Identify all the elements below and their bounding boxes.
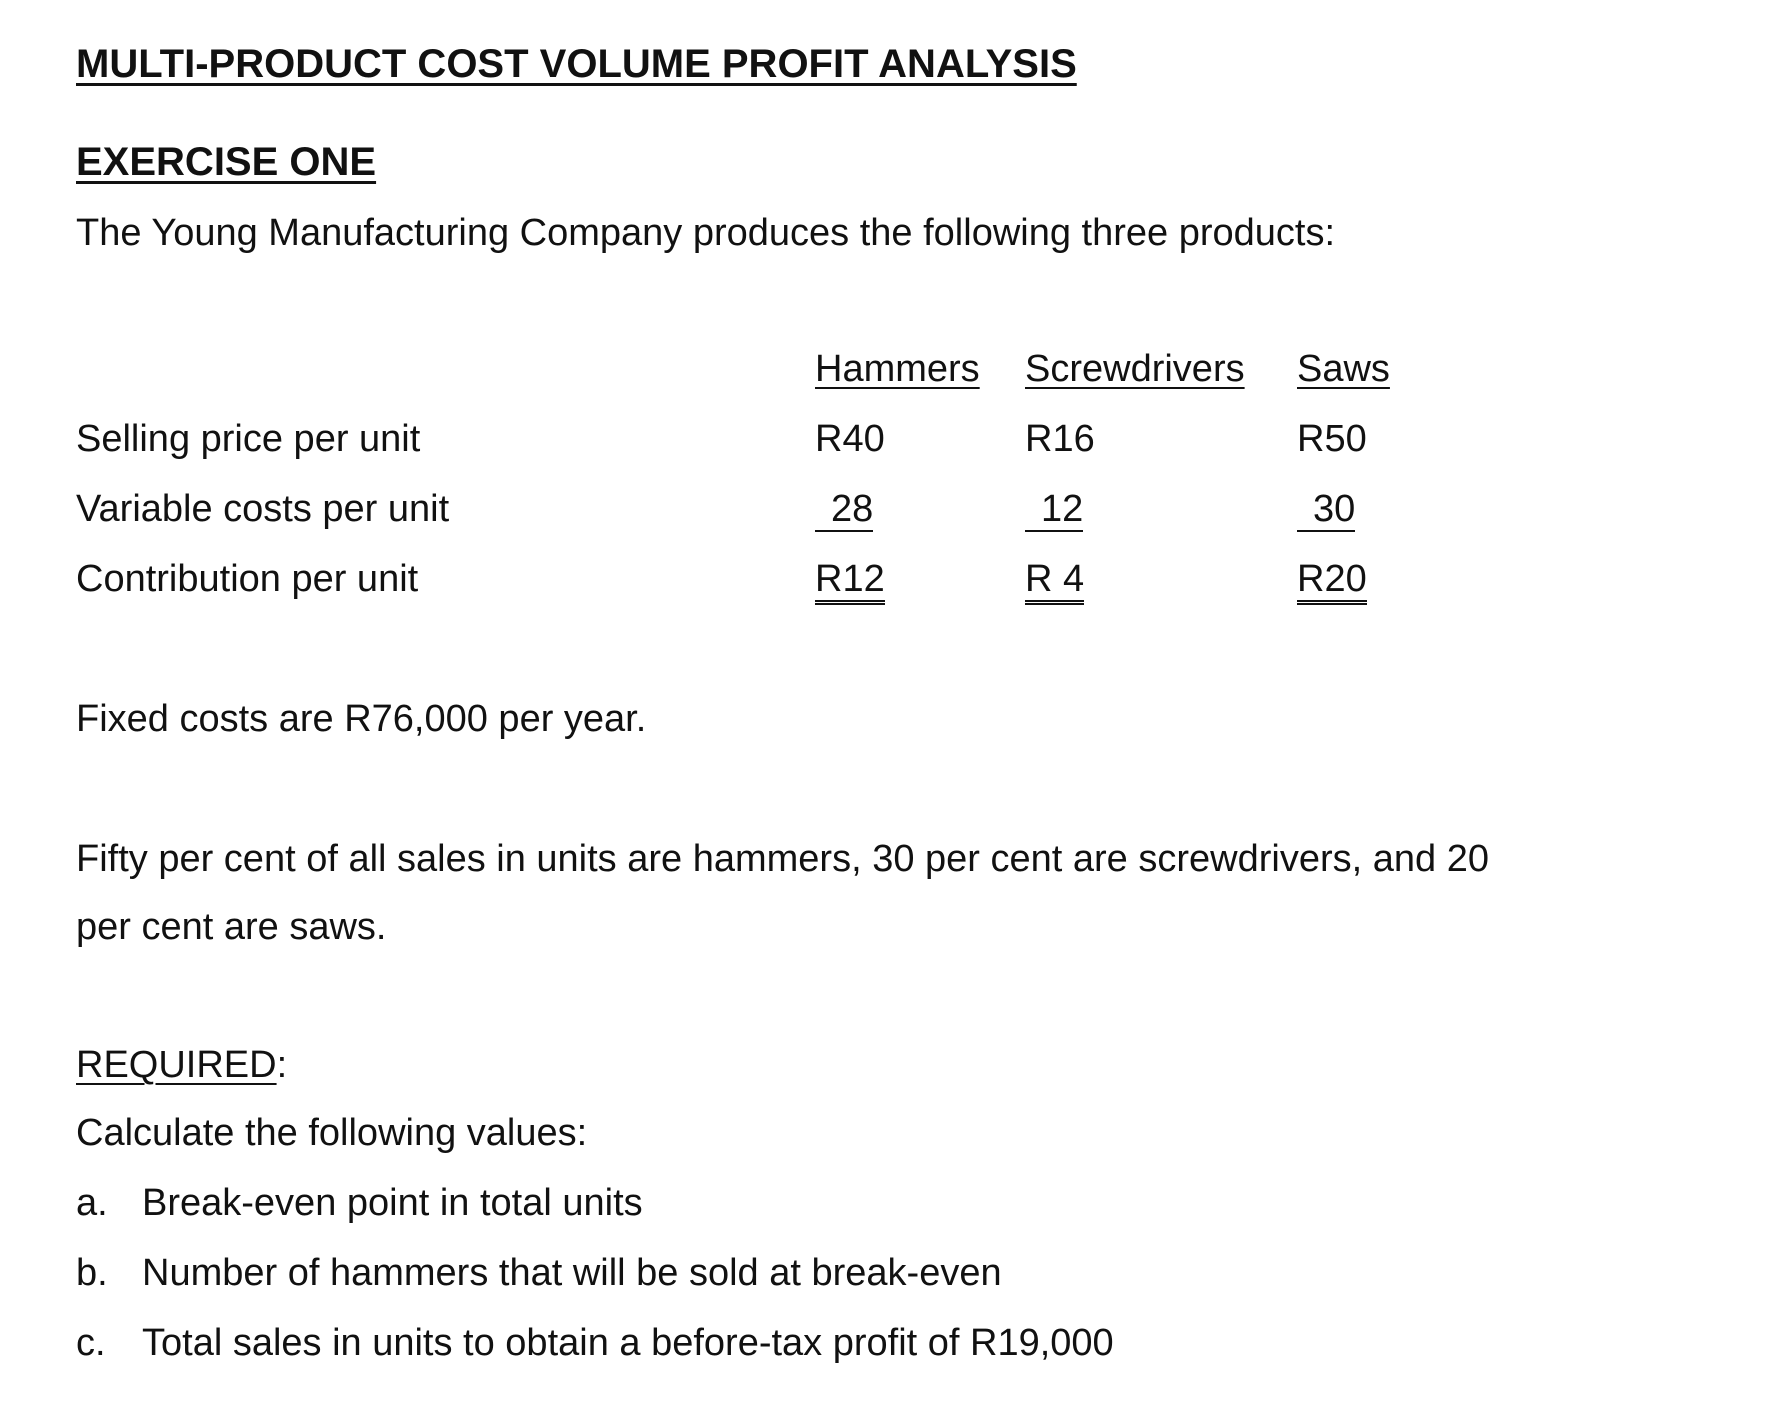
- required-word: REQUIRED: [76, 1044, 277, 1086]
- cell-screwdrivers-variable-costs: [1025, 488, 1083, 531]
- cell-saws-selling-price: R50: [1297, 418, 1367, 460]
- item-text-a: Break-even point in total units: [142, 1182, 643, 1224]
- value-underlined: 30: [1297, 488, 1355, 532]
- cell-hammers-variable-costs: [815, 488, 873, 531]
- fixed-costs-text: Fixed costs are R76,000 per year.: [76, 698, 647, 740]
- intro-text: The Young Manufacturing Company produces the following three products:: [76, 212, 1336, 254]
- column-header-screwdrivers: Screwdrivers: [1025, 348, 1245, 390]
- column-header-saws: Saws: [1297, 348, 1390, 390]
- calculate-instruction: Calculate the following values:: [76, 1112, 588, 1154]
- value-underlined: 12: [1025, 488, 1083, 532]
- row-label-contribution: Contribution per unit: [76, 558, 419, 600]
- column-header-hammers: Hammers: [815, 348, 980, 390]
- row-label-variable-costs: Variable costs per unit: [76, 488, 450, 530]
- cell-saws-variable-costs: [1297, 488, 1355, 531]
- cell-screwdrivers-selling-price: R16: [1025, 418, 1095, 460]
- value-double-underlined: R20: [1297, 558, 1367, 605]
- item-letter-c: c.: [76, 1322, 106, 1364]
- cell-hammers-contribution: [815, 558, 885, 601]
- cell-screwdrivers-contribution: [1025, 558, 1084, 601]
- row-label-selling-price: Selling price per unit: [76, 418, 421, 460]
- exercise-heading: EXERCISE ONE: [76, 140, 377, 184]
- required-colon: :: [276, 1044, 288, 1086]
- document-title: MULTI-PRODUCT COST VOLUME PROFIT ANALYSIS: [76, 42, 1077, 86]
- cell-hammers-selling-price: R40: [815, 418, 885, 460]
- required-heading: [76, 1044, 287, 1087]
- value-double-underlined: R12: [815, 558, 885, 605]
- sales-mix-line-2: per cent are saws.: [76, 906, 387, 948]
- item-letter-a: a.: [76, 1182, 108, 1224]
- value-underlined: 28: [815, 488, 873, 532]
- item-text-b: Number of hammers that will be sold at break-even: [142, 1252, 1002, 1294]
- sales-mix-line-1: Fifty per cent of all sales in units are hammers, 30 per cent are screwdrivers, and 20: [76, 838, 1489, 880]
- cell-saws-contribution: [1297, 558, 1367, 601]
- item-letter-b: b.: [76, 1252, 108, 1294]
- item-text-c: Total sales in units to obtain a before-tax profit of R19,000: [142, 1322, 1114, 1364]
- value-double-underlined: R 4: [1025, 558, 1084, 605]
